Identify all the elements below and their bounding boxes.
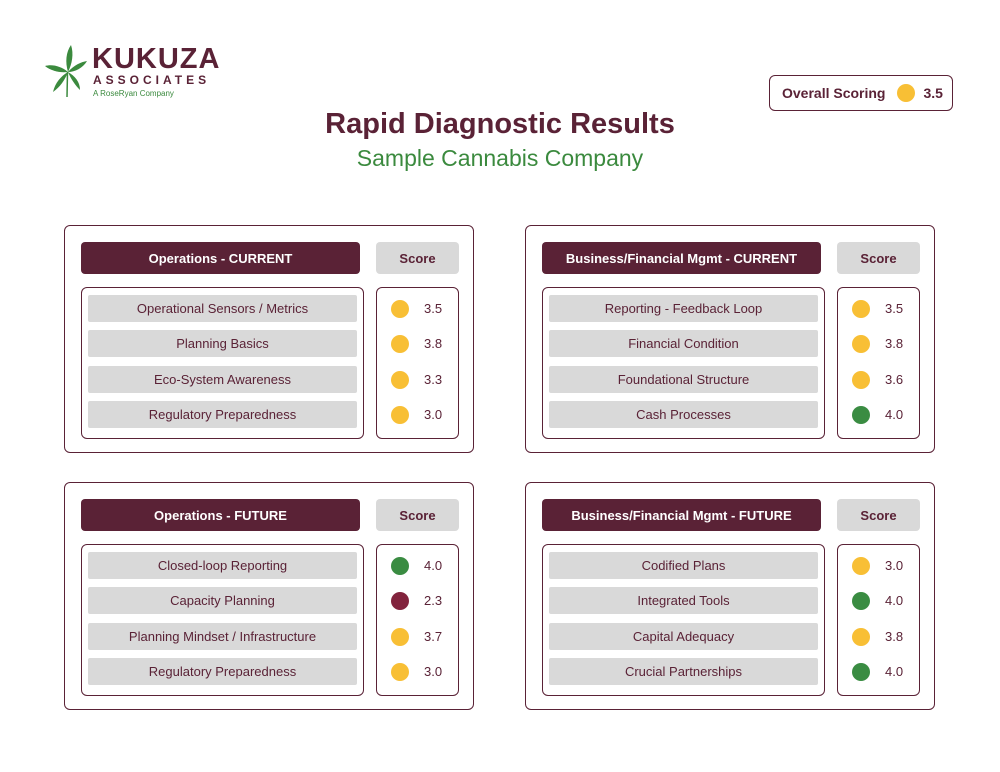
criteria-item: Reporting - Feedback Loop xyxy=(549,295,818,322)
criteria-list xyxy=(542,544,825,696)
criteria-item: Closed-loop Reporting xyxy=(88,552,357,579)
score-row xyxy=(377,366,460,393)
logo-subname: ASSOCIATES xyxy=(93,73,211,87)
status-dot-icon xyxy=(852,371,870,389)
score-value: 3.7 xyxy=(424,629,443,644)
panel-title: Business/Financial Mgmt - FUTURE xyxy=(542,499,821,531)
score-row xyxy=(377,295,460,322)
score-row xyxy=(838,295,921,322)
score-row xyxy=(838,366,921,393)
score-value: 2.3 xyxy=(424,593,443,608)
score-value: 3.8 xyxy=(885,629,904,644)
logo-name: KUKUZA xyxy=(92,43,221,75)
criteria-item: Capital Adequacy xyxy=(549,623,818,650)
score-list xyxy=(837,287,920,439)
criteria-list xyxy=(81,544,364,696)
score-value: 3.6 xyxy=(885,372,904,387)
criteria-item: Capacity Planning xyxy=(88,587,357,614)
criteria-item: Foundational Structure xyxy=(549,366,818,393)
status-dot-icon xyxy=(391,663,409,681)
score-value: 3.0 xyxy=(424,407,443,422)
score-value: 4.0 xyxy=(885,593,904,608)
score-value: 3.8 xyxy=(424,336,443,351)
panel-title: Business/Financial Mgmt - CURRENT xyxy=(542,242,821,274)
score-list xyxy=(837,544,920,696)
criteria-list xyxy=(81,287,364,439)
status-dot-icon xyxy=(852,663,870,681)
score-row xyxy=(838,587,921,614)
page-subtitle: Sample Cannabis Company xyxy=(356,145,644,171)
score-value: 3.3 xyxy=(424,372,443,387)
criteria-item: Integrated Tools xyxy=(549,587,818,614)
criteria-item: Regulatory Preparedness xyxy=(88,658,357,685)
score-value: 4.0 xyxy=(885,664,904,679)
score-column-header: Score xyxy=(837,499,920,531)
status-dot-icon xyxy=(391,300,409,318)
overall-scoring-badge xyxy=(769,75,953,111)
criteria-list xyxy=(542,287,825,439)
score-value: 4.0 xyxy=(885,407,904,422)
score-row xyxy=(377,401,460,428)
criteria-item: Planning Mindset / Infrastructure xyxy=(88,623,357,650)
score-row xyxy=(838,401,921,428)
score-row xyxy=(377,552,460,579)
status-dot-icon xyxy=(852,406,870,424)
company-logo xyxy=(44,42,244,102)
panel-title: Operations - CURRENT xyxy=(81,242,360,274)
score-row xyxy=(838,658,921,685)
score-list xyxy=(376,544,459,696)
status-dot-icon xyxy=(391,371,409,389)
cannabis-leaf-icon xyxy=(44,42,88,98)
score-value: 3.5 xyxy=(424,301,443,316)
status-dot-icon xyxy=(852,335,870,353)
score-column-header: Score xyxy=(376,242,459,274)
panel-operations-future xyxy=(64,482,474,710)
score-row xyxy=(377,330,460,357)
score-row xyxy=(838,330,921,357)
criteria-item: Eco-System Awareness xyxy=(88,366,357,393)
status-dot-icon xyxy=(391,406,409,424)
page-title: Rapid Diagnostic Results xyxy=(325,108,675,140)
status-dot-icon xyxy=(391,557,409,575)
criteria-item: Planning Basics xyxy=(88,330,357,357)
status-dot-icon xyxy=(852,628,870,646)
score-list xyxy=(376,287,459,439)
panel-operations-current xyxy=(64,225,474,453)
status-dot-icon xyxy=(897,84,915,102)
criteria-item: Operational Sensors / Metrics xyxy=(88,295,357,322)
score-row xyxy=(838,552,921,579)
score-column-header: Score xyxy=(376,499,459,531)
score-row xyxy=(838,623,921,650)
overall-scoring-value: 3.5 xyxy=(923,85,943,101)
panel-title: Operations - FUTURE xyxy=(81,499,360,531)
criteria-item: Cash Processes xyxy=(549,401,818,428)
score-value: 3.0 xyxy=(424,664,443,679)
status-dot-icon xyxy=(391,628,409,646)
status-dot-icon xyxy=(391,335,409,353)
score-value: 3.5 xyxy=(885,301,904,316)
score-value: 4.0 xyxy=(424,558,443,573)
score-value: 3.0 xyxy=(885,558,904,573)
score-row xyxy=(377,623,460,650)
status-dot-icon xyxy=(852,300,870,318)
score-row xyxy=(377,587,460,614)
criteria-item: Regulatory Preparedness xyxy=(88,401,357,428)
score-value: 3.8 xyxy=(885,336,904,351)
criteria-item: Codified Plans xyxy=(549,552,818,579)
status-dot-icon xyxy=(391,592,409,610)
score-column-header: Score xyxy=(837,242,920,274)
score-row xyxy=(377,658,460,685)
logo-tagline: A RoseRyan Company xyxy=(93,89,174,98)
status-dot-icon xyxy=(852,592,870,610)
panel-business-future xyxy=(525,482,935,710)
criteria-item: Crucial Partnerships xyxy=(549,658,818,685)
criteria-item: Financial Condition xyxy=(549,330,818,357)
status-dot-icon xyxy=(852,557,870,575)
panel-business-current xyxy=(525,225,935,453)
overall-scoring-label: Overall Scoring xyxy=(782,85,886,101)
